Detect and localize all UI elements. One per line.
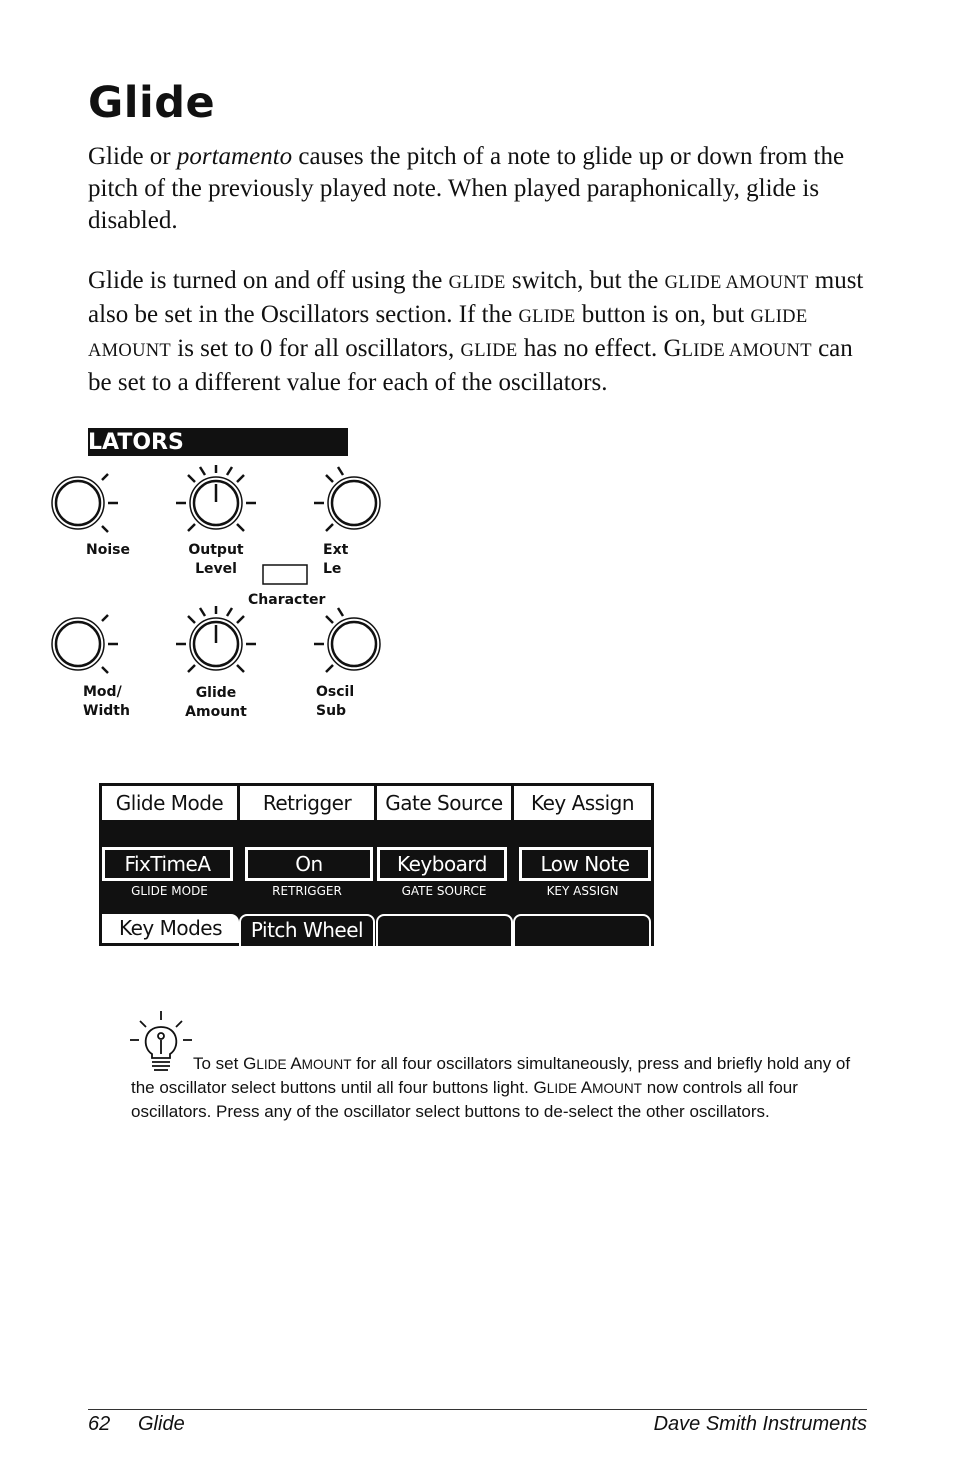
footer-section: Glide [138,1413,185,1435]
lcd-caption-key-assign: KEY ASSIGN [546,884,619,898]
intro-paragraph-1: Glide or portamento causes the pitch of a note to glide up or down from the pitch of the previously played note. When played paraphonically, glide is disabled. [88,143,845,234]
tip-text: To set GLIDE AMOUNT for all four oscillators simultaneously, press and briefly hold any of the oscillator select buttons until all four buttons light. GLIDE AMOUNT now controls all four oscillators. Press any of the oscillator select buttons to de-select the other oscillators. [131,1054,851,1121]
knob-mod-width [52,615,118,673]
knob-ext [314,467,380,531]
lcd-value-glide-mode[interactable]: FixTimeA [102,847,233,881]
label-noise: Noise [86,542,130,558]
intro-paragraph-2: Glide is turned on and off using the GLIDE switch, but the GLIDE AMOUNT must also be set in the Oscillators section. If the GLIDE button is on, but GLIDE AMOUNT is set to 0 for all oscillators, GLIDE has no effect. GLIDE AMOUNT can be set to a different value for each of the oscillators. [88,267,864,396]
knob-noise [52,474,118,532]
lcd-value-key-assign[interactable]: Low Note [519,847,651,881]
label-osc-sub: Oscil Sub [316,684,355,719]
knob-output-level [176,465,256,531]
lcd-screen [99,783,654,946]
footer-rule [88,1409,867,1410]
lcd-caption-retrigger: RETRIGGER [272,884,342,898]
lcd-value-gate-source[interactable]: Keyboard [377,847,507,881]
oscillators-panel-illustration [83,428,355,728]
lcd-tab-gate-source[interactable]: Gate Source [377,786,511,820]
label-character: Character [248,592,326,608]
label-output-level: Output Level [188,542,244,577]
lcd-bottom-tab-3[interactable] [376,914,513,946]
lcd-bottom-tab-4[interactable] [513,914,651,946]
lcd-tab-retrigger[interactable]: Retrigger [240,786,374,820]
lcd-tab-key-assign[interactable]: Key Assign [514,786,651,820]
panel-header: LATORS [88,428,348,456]
label-glide-amount: Glide Amount [185,685,247,720]
lcd-tab-glide-mode[interactable]: Glide Mode [102,786,237,820]
lcd-caption-glide-mode: GLIDE MODE [131,884,208,898]
lcd-value-retrigger[interactable]: On [245,847,373,881]
label-mod-width: Mod/ Width [83,684,130,719]
lcd-bottom-tab-pitch-wheel[interactable]: Pitch Wheel [239,914,375,946]
footer-publisher: Dave Smith Instruments [653,1413,867,1435]
knob-osc-sub [314,608,380,672]
lcd-caption-gate-source: GATE SOURCE [401,884,487,898]
knob-glide-amount [176,606,256,672]
footer-page-number: 62 [88,1413,111,1435]
label-ext-level: Ext Le [323,542,349,577]
page-title: Glide [88,78,216,128]
lcd-bottom-tab-key-modes[interactable]: Key Modes [102,914,239,943]
character-switch [263,565,307,584]
